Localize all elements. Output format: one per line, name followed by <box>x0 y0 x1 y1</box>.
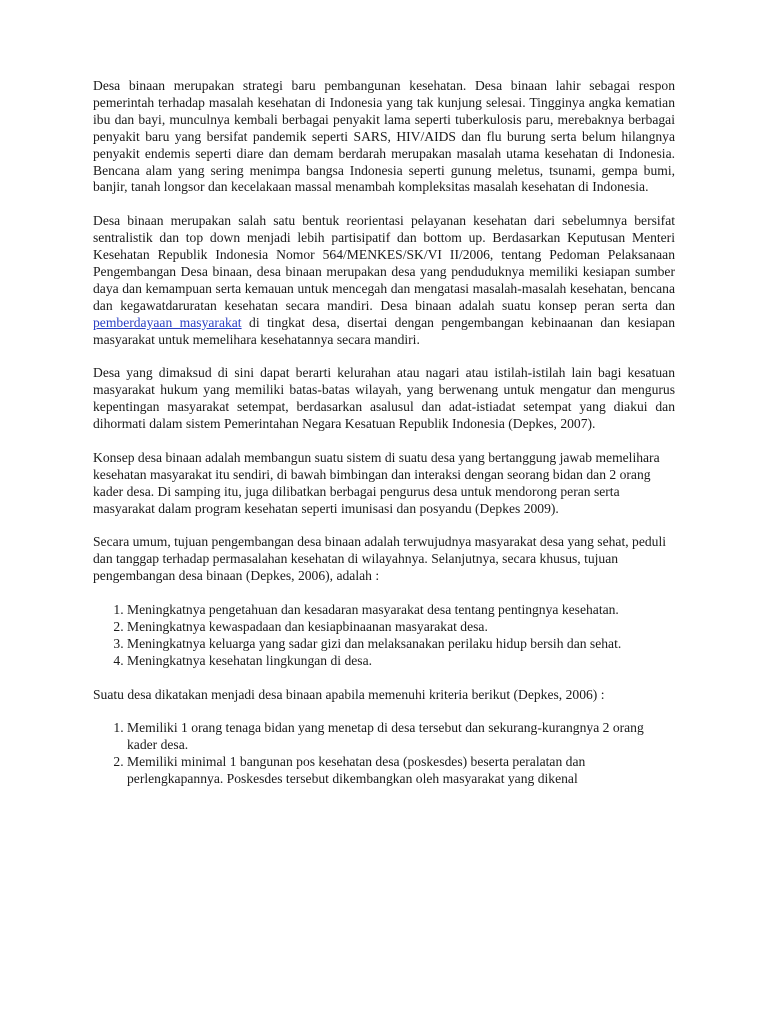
criteria-list <box>93 720 675 788</box>
paragraph-kriteria: Suatu desa dikatakan menjadi desa binaan apabila memenuhi kriteria berikut (Depkes, 2006) : <box>93 686 605 702</box>
paragraph-intro: Desa binaan merupakan strategi baru pembangunan kesehatan. Desa binaan lahir sebagai respon pemerintah terhadap masalah kesehatan di Indonesia yang tak kunjung selesai. Tingginya angka kematian ibu dan bayi, munculnya kembali berbagai penyakit lama seperti tuberkulosis paru, merebaknya berbagai penyakit baru yang bersifat pandemik seperti SARS, HIV/AIDS dan flu burung serta belum hilangnya penyakit endemis seperti diare dan demam berdarah merupakan masalah utama kesehatan di Indonesia. Bencana alam yang sering menimpa bangsa Indonesia seperti gunung meletus, tsunami, gempa bumi, banjir, tanah longsor dan kecelakaan massal menambah kompleksitas masalah kesehatan di Indonesia. <box>93 78 675 195</box>
list-item: 2. Memiliki minimal 1 bangunan pos kesehatan desa (poskesdes) beserta peralatan dan perlengkapannya. Poskesdes tersebut dikembangkan oleh masyarakat yang dikenal <box>127 754 675 788</box>
paragraph-reorientation-text: Desa binaan merupakan salah satu bentuk reorientasi pelayanan kesehatan dari sebelumnya bersifat sentralistik dan top down menjadi lebih partisipatif dan bottom up. Berdasarkan Keputusan Menteri Kesehatan Republik Indonesia Nomor 564/MENKES/SK/VI II/2006, tentang Pedoman Pelaksanaan Pengembangan Desa binaan, desa binaan merupakan desa yang penduduknya memiliki kesiapan sumber daya dan kemampuan serta kemauan untuk mencegah dan mengatasi masalah-masalah kesehatan, bencana dan kegawatdaruratan kesehatan secara mandiri. Desa binaan adalah suatu konsep peran serta dan <box>93 213 675 313</box>
document-page <box>93 78 675 805</box>
paragraph-konsep: Konsep desa binaan adalah membangun suatu sistem di suatu desa yang bertanggung jawab memelihara kesehatan masyarakat itu sendiri, di bawah bimbingan dan interaksi dengan seorang bidan dan 2 orang kader desa. Di samping itu, juga dilibatkan berbagai pengurus desa untuk mendorong peran serta masyarakat dalam program kesehatan seperti imunisasi dan posyandu (Depkes 2009). <box>93 449 660 516</box>
pemberdayaan-masyarakat-link[interactable]: pemberdayaan masyarakat <box>93 314 242 330</box>
list-item: 2. Meningkatnya kewaspadaan dan kesiapbinaanan masyarakat desa. <box>127 619 675 636</box>
paragraph-desa-definition: Desa yang dimaksud di sini dapat berarti kelurahan atau nagari atau istilah-istilah lain bagi kesatuan masyarakat hukum yang memiliki batas-batas wilayah, yang berwenang untuk mengatur dan mengurus kepentingan masyarakat setempat, berdasarkan asalusul dan adat-istiadat setempat yang diakui dan dihormati dalam sistem Pemerintahan Negara Kesatuan Republik Indonesia (Depkes, 2007). <box>93 365 675 432</box>
goals-list <box>93 602 675 670</box>
paragraph-reorientation <box>93 213 675 348</box>
list-item: 1. Memiliki 1 orang tenaga bidan yang menetap di desa tersebut dan sekurang-kurangnya 2 orang kader desa. <box>127 720 675 754</box>
paragraph-tujuan: Secara umum, tujuan pengembangan desa binaan adalah terwujudnya masyarakat desa yang sehat, peduli dan tanggap terhadap permasalahan kesehatan di wilayahnya. Selanjutnya, secara khusus, tujuan pengembangan desa binaan (Depkes, 2006), adalah : <box>93 534 666 584</box>
list-item: 4. Meningkatnya kesehatan lingkungan di desa. <box>127 653 675 670</box>
list-item: 3. Meningkatnya keluarga yang sadar gizi dan melaksanakan perilaku hidup bersih dan sehat. <box>127 636 675 653</box>
list-item: 1. Meningkatnya pengetahuan dan kesadaran masyarakat desa tentang pentingnya kesehatan. <box>127 602 675 619</box>
paragraph-reorientation-text-end: di tingkat desa, disertai dengan pengembangan kebinaanan dan kesiapan masyarakat untuk memelihara kesehatannya secara mandiri. <box>93 314 676 347</box>
